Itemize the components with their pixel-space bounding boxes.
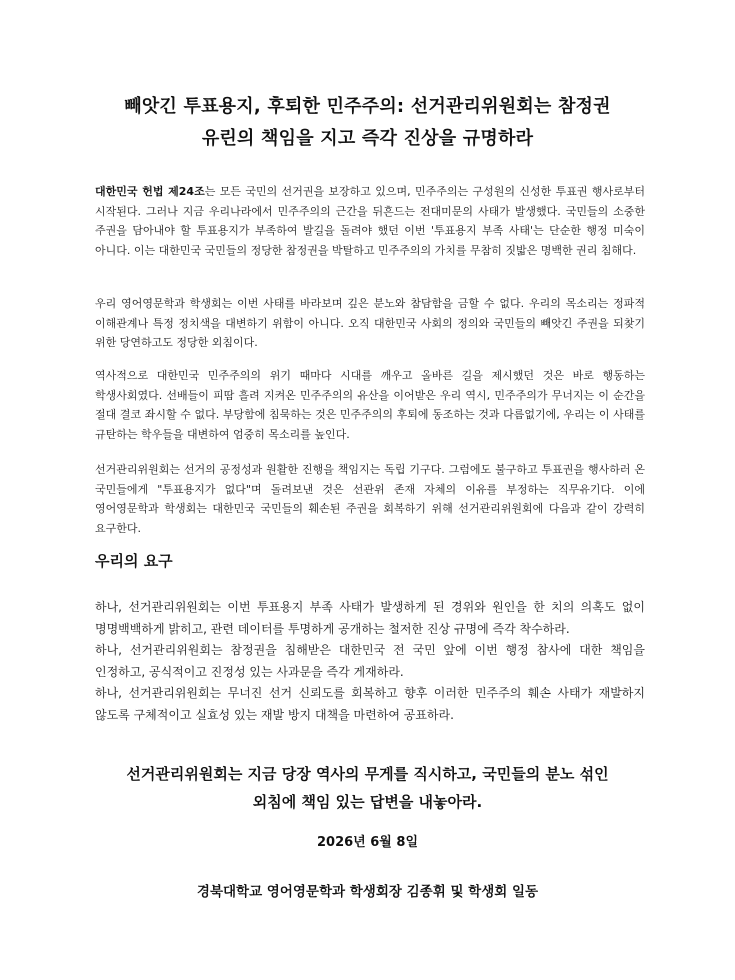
demand-item-1: 하나, 선거관리위원회는 이번 투표용지 부족 사태가 발생하게 된 경위와 원인을 한 치의 의혹도 없이 명명백백하게 밝히고, 관련 데이터를 투명하게 공개하는 철저한 진상 규명에 즉각 착수하라. bbox=[95, 600, 645, 636]
paragraph-student-council: 우리 영어영문학과 학생회는 이번 사태를 바라보며 깊은 분노와 참담함을 금할 수 없다. 우리의 목소리는 정파적 이해관계나 특정 정치색을 대변하기 위함이 아니다. 오직 대한민국 사회의 정의와 국민들의 빼앗긴 주권을 되찾기 위한 당연하고도 정당한 외침이다. bbox=[95, 297, 645, 349]
paragraph-constitution-text: 는 모든 국민의 선거권을 보장하고 있으며, 민주주의는 구성원의 신성한 투표권 행사로부터 시작된다. 그러나 지금 우리나라에서 민주주의의 근간을 뒤흔드는 전대미문의 사태가 발생했다. 국민들의 소중한 주권을 담아내야 할 투표용지가 부족하여 발길을 돌려야 했던 이번 '투표용지 부족 사태'는 단순한 행정 미숙이 아니다. 이는 대한민국 국민들의 정당한 참정권을 박탈하고 민주주의의 가치를 무참히 짓밟은 명백한 권리 침해다. bbox=[95, 185, 645, 257]
demand-item-3: 하나, 선거관리위원회는 무너진 선거 신뢰도를 회복하고 향후 이러한 민주주의 훼손 사태가 재발하지 않도록 구체적이고 실효성 있는 재발 방지 대책을 마련하여 공표하라. bbox=[95, 686, 645, 722]
title-line-2: 유린의 책임을 지고 즉각 진상을 규명하라 bbox=[201, 128, 534, 149]
demands-list bbox=[95, 597, 645, 726]
closing-line-2: 외침에 책임 있는 답변을 내놓아라. bbox=[252, 793, 483, 811]
paragraph-history: 역사적으로 대한민국 민주주의의 위기 때마다 시대를 깨우고 올바른 길을 제시했던 것은 바로 행동하는 학생사회였다. 선배들이 피땀 흘려 지켜온 민주주의의 유산을 이어받은 우리 역시, 민주주의가 무너지는 이 순간을 절대 결코 좌시할 수 없다. 부당함에 침묵하는 것은 민주주의의 후퇴에 동조하는 것과 다름없기에, 우리는 이 사태를 규탄하는 학우들을 대변하여 엄중히 목소리를 높인다. bbox=[95, 369, 645, 441]
paragraph-lead-emphasis: 대한민국 헌법 제24조 bbox=[95, 185, 205, 198]
paragraph-election-commission: 선거관리위원회는 선거의 공정성과 원활한 진행을 책임지는 독립 기구다. 그럼에도 불구하고 투표권을 행사하러 온 국민들에게 "투표용지가 없다"며 돌려보낸 것은 선관위 존재 자체의 이유를 부정하는 직무유기다. 이에 영어영문학과 학생회는 대한민국 국민들의 훼손된 주권을 회복하기 위해 선거관리위원회에 다음과 같이 강력히 요구한다. bbox=[95, 463, 645, 535]
demands-heading: 우리의 요구 bbox=[95, 552, 173, 570]
paragraph-constitution bbox=[95, 182, 645, 260]
signature: 경북대학교 영어영문학과 학생회장 김종휘 및 학생회 일동 bbox=[196, 884, 539, 900]
title-line-1: 빼앗긴 투표용지, 후퇴한 민주주의: 선거관리위원회는 참정권 bbox=[124, 96, 611, 117]
demand-item-2: 하나, 선거관리위원회는 참정권을 침해받은 대한민국 전 국민 앞에 이번 행정 참사에 대한 책임을 인정하고, 공식적이고 진정성 있는 사과문을 즉각 게재하라. bbox=[95, 643, 645, 679]
statement-date: 2026년 6월 8일 bbox=[317, 835, 418, 850]
closing-line-1: 선거관리위원회는 지금 당장 역사의 무게를 직시하고, 국민들의 분노 섞인 bbox=[126, 765, 609, 783]
